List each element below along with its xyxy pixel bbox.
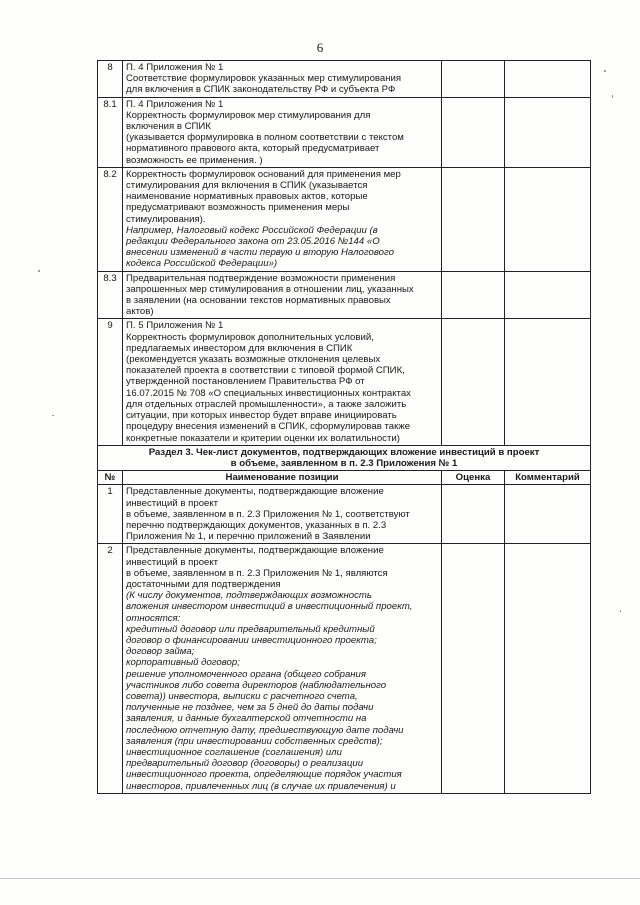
description-line: Корректность формулировок мер стимулирования для (126, 109, 371, 121)
description-line: достаточными для подтверждения (126, 578, 281, 590)
score-cell[interactable] (442, 97, 505, 167)
description-line: (рекомендуется указать возможные отклонения целевых (126, 354, 381, 366)
score-cell[interactable] (442, 61, 505, 98)
description-line: Представленные документы, подтверждающие вложение (126, 486, 384, 498)
description-line: Например, Налоговый кодекс Российской Федерации (в (126, 224, 378, 236)
col-header-score: Оценка (442, 471, 505, 485)
description-line: нормативного правового акта, который предусматривает (126, 143, 380, 155)
description-line: Соответствие формулировок указанных мер стимулирования (126, 73, 402, 85)
section-3-title (98, 445, 591, 470)
description-line: предварительный договор (договоры) о реализации (126, 758, 364, 770)
col-header-number: № (98, 471, 123, 485)
description-line: в заявлении (на основании текстов нормативных правовых (126, 295, 391, 307)
section-3-header-row (98, 445, 591, 470)
scan-speck (604, 70, 606, 72)
description-line: перечню подтверждающих документов, указанных в п. 2.3 (126, 519, 387, 531)
description-line: П. 4 Приложения № 1 (126, 62, 224, 73)
description-line: редакции Федерального закона от 23.05.2016 №144 «О (126, 236, 380, 248)
description-line: актов) (126, 306, 154, 318)
page-number: 6 (316, 40, 324, 55)
description-line: корпоративный договор; (126, 657, 240, 669)
table-row (98, 61, 591, 98)
col-header-comment: Комментарий (505, 471, 591, 485)
row-number: 8 (98, 61, 123, 98)
scan-edge-line (0, 878, 640, 879)
description-line: стимулирования). (126, 213, 206, 225)
description-line: кредитный договор или предварительный кредитный (126, 623, 375, 635)
scan-speck (612, 95, 613, 98)
description-line: Предварительная подтверждение возможности применения (126, 272, 396, 284)
table-row (98, 485, 591, 544)
description-line: совета)) инвестора, выписки с расчетного счета, (126, 690, 358, 702)
description-line: полученные не позднее, чем за 5 дней до даты подачи (126, 702, 374, 714)
row-description (123, 544, 442, 793)
row-description (123, 61, 442, 98)
row-description (123, 97, 442, 167)
description-line: инвестиций в проект (126, 497, 219, 509)
description-line: Представленные документы, подтверждающие вложение (126, 545, 384, 557)
description-line: запрошенных мер стимулирования в отношении лиц, указанных (126, 283, 414, 295)
description-line: заявления (при инвестировании собственных средств); (126, 735, 383, 747)
description-line: процедуру внесения изменений в СПИК, сформулировав также (126, 421, 411, 433)
description-line: относятся: (126, 612, 181, 624)
description-line: предлагаемых инвестором для включения в СПИК (126, 342, 353, 354)
section-3-title-line-1: Раздел 3. Чек-лист документов, подтверждающих вложение инвестиций в проект (148, 446, 540, 458)
description-line: Приложения № 1, и перечню приложений в Заявлении (126, 531, 371, 543)
description-line: Корректность формулировок оснований для применения мер (126, 168, 401, 180)
table-row (98, 544, 591, 793)
row-number: 9 (98, 319, 123, 445)
comment-cell[interactable] (505, 485, 591, 544)
description-line: инвестиционного проекта, определяющие порядок участия (126, 769, 402, 781)
score-cell[interactable] (442, 485, 505, 544)
description-line: в объеме, заявленном в п. 2.3 Приложения № 1, соответствуют (126, 508, 410, 520)
checklist-table (97, 60, 591, 794)
description-line: ситуации, при которых инвестор будет вправе инициировать (126, 410, 397, 422)
row-description (123, 319, 442, 445)
score-cell[interactable] (442, 544, 505, 793)
table-row (98, 167, 591, 271)
row-number: 2 (98, 544, 123, 793)
description-line: П. 4 Приложения № 1 (126, 98, 224, 110)
column-header-row (98, 471, 591, 485)
description-line: в объеме, заявленном в п. 2.3 Приложения № 1, являются (126, 567, 388, 579)
description-line: утвержденной постановлением Правительства РФ от (126, 376, 365, 388)
score-cell[interactable] (442, 167, 505, 271)
description-line: показателей проекта в соответствии с типовой формой СПИК, (126, 365, 405, 377)
description-line: договор о финансировании инвестиционного проекта; (126, 634, 377, 646)
description-line: кодекса Российской Федерации») (126, 258, 278, 270)
comment-cell[interactable] (505, 61, 591, 98)
table-row (98, 319, 591, 445)
row-description (123, 167, 442, 271)
scan-speck (52, 415, 54, 416)
section-3-title-line-2: в объеме, заявленном в п. 2.3 Приложения № 1 (230, 457, 458, 469)
description-line: (указывается формулировка в полном соответствии с текстом (126, 132, 404, 144)
description-line: П. 5 Приложения № 1 (126, 320, 224, 332)
description-line: 16.07.2015 № 708 «О специальных инвестиционных контрактах (126, 387, 411, 399)
description-line: наименование нормативных правовых актов, которые (126, 191, 368, 203)
row-number: 8.3 (98, 271, 123, 319)
scan-speck (620, 610, 621, 612)
comment-cell[interactable] (505, 271, 591, 319)
description-line: для отдельных отраслей промышленности», а также заложить (126, 398, 407, 410)
row-description (123, 271, 442, 319)
score-cell[interactable] (442, 319, 505, 445)
table-row (98, 271, 591, 319)
comment-cell[interactable] (505, 319, 591, 445)
row-number: 1 (98, 485, 123, 544)
description-line: вложения инвестором инвестиций в инвестиционный проект, (126, 601, 413, 613)
description-line: последнюю отчетную дату, предшествующую дате подачи (126, 724, 404, 736)
description-line: инвесторов, привлеченных лиц (в случае их привлечения) и (126, 780, 396, 792)
description-line: возможность ее применения. ) (126, 154, 263, 166)
description-line: инвестиций в проект (126, 556, 219, 568)
description-line: решение уполномоченного органа (общего собрания (126, 668, 367, 680)
comment-cell[interactable] (505, 167, 591, 271)
row-description (123, 485, 442, 544)
description-line: для включения в СПИК законодательству РФ и субъекта РФ (126, 84, 396, 96)
description-line: включения в СПИК (126, 121, 211, 133)
table-row (98, 97, 591, 167)
description-line: инвестиционное соглашение (соглашения) или (126, 746, 342, 758)
description-line: Корректность формулировок дополнительных условий, (126, 331, 374, 343)
description-line: предусматривают возможность применения меры (126, 202, 350, 214)
description-line: заявления, и данные бухгалтерской отчетности на (126, 713, 367, 725)
row-number: 8.2 (98, 167, 123, 271)
description-line: участников либо совета директоров (наблюдательного (126, 679, 387, 691)
description-line: стимулирования для включения в СПИК (указывается (126, 180, 368, 192)
row-number: 8.1 (98, 97, 123, 167)
score-cell[interactable] (442, 271, 505, 319)
col-header-name: Наименование позиции (123, 471, 442, 485)
comment-cell[interactable] (505, 97, 591, 167)
description-line: (К числу документов, подтверждающих возможность (126, 590, 372, 602)
description-line: договор займа; (126, 646, 195, 658)
comment-cell[interactable] (505, 544, 591, 793)
description-line: внесении изменений в части первую и вторую Налогового (126, 247, 394, 259)
scan-speck (38, 270, 40, 272)
description-line: конкретные показатели и критерии оценки их волатильности) (126, 432, 400, 444)
